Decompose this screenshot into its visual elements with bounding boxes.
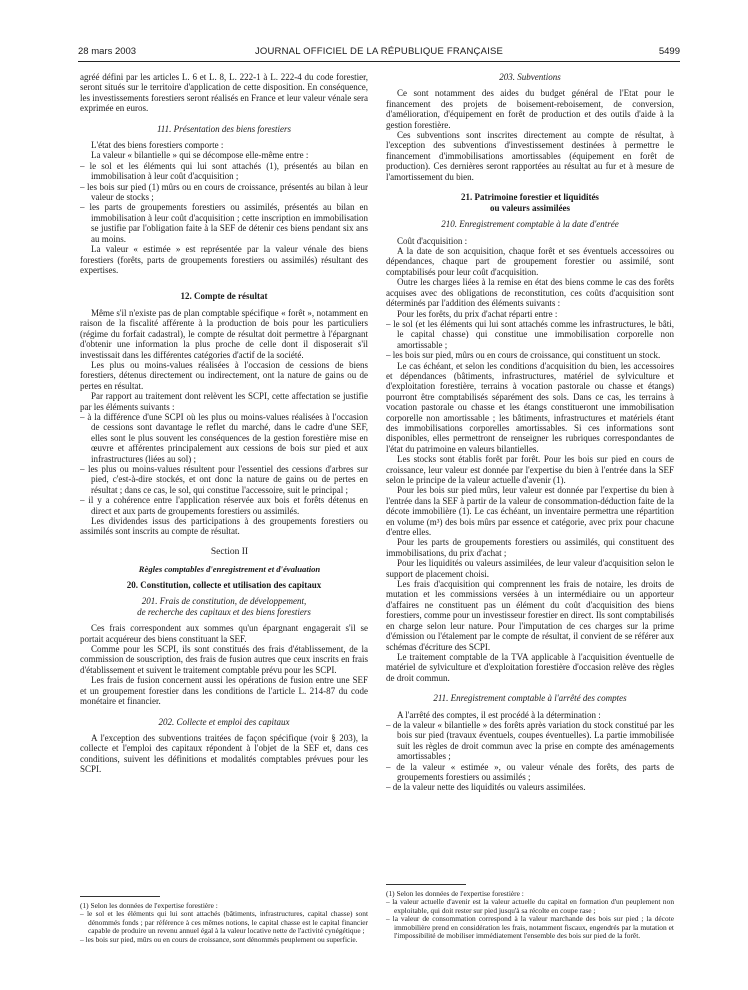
section-subtitle: Règles comptables d'enregistrement et d'évaluation: [138, 563, 321, 574]
paragraph: Pour les liquidités ou valeurs assimilées, de leur valeur d'acquisition selon le support de placement choisi.: [386, 558, 674, 579]
subsection-heading-210: 210. Enregistrement comptable à la date d'entrée: [441, 219, 619, 230]
subsection-heading-201-cont: de recherche des capitaux et des biens forestiers: [137, 606, 311, 617]
section-heading-21-cont: ou valeurs assimilées: [490, 202, 570, 213]
header-rule: [78, 61, 680, 62]
paragraph: Ce sont notamment des aides du budget général de l'Etat pour le financement des projets de boisement-reboisement, de conversion, d'amélioration, d'équipement en forêt de production et des outils d'aide à la gestion forestière.: [386, 88, 674, 130]
footnote-text: (1) Selon les données de l'expertise forestière :: [386, 889, 524, 898]
paragraph: Ces subventions sont inscrites directement au compte de résultat, à l'exception des subventions d'investissement destinées à permettre le financement d'immobilisations amortissables (équipement en forêt de production). Ces dernières seront rapportées au résultat au fur et à mesure de l'amortissement du bien.: [386, 130, 674, 182]
paragraph: La valeur « estimée » est représentée par la valeur vénale des biens forestiers (forêts, parts de groupements forestiers ou assimilés) résultant des expertises.: [80, 244, 368, 275]
left-column: [80, 72, 368, 952]
paragraph: Pour les parts de groupements forestiers ou assimilés, qui constituent des immobilisations, du prix d'achat ;: [386, 537, 674, 558]
paragraph: Pour les forêts, du prix d'achat réparti entre :: [397, 308, 558, 319]
section-heading-20: 20. Constitution, collecte et utilisation des capitaux: [126, 579, 322, 590]
subsection-heading-203: 203. Subventions: [499, 72, 561, 82]
list-item: – les plus ou moins-values résultent pour l'essentiel des cessions d'arbres sur pied, c'est-à-dire stockés, et ont donc la nature de gains ou de pertes en résultat ; dans ce cas, le sol, qui constitue l'accessoire, suit le principal ;: [80, 464, 368, 495]
paragraph: Les plus ou moins-values réalisées à l'occasion de cessions de biens forestiers, détenus directement ou indirectement, ont la nature de gains ou de pertes en résultat.: [80, 359, 368, 391]
list-item: – le sol (et les éléments qui lui sont attachés comme les infrastructures, le bâti, le capital chasse) qui constitue une immobilisation corporelle non amortissable ;: [386, 319, 674, 350]
footnote-rule: [80, 896, 160, 897]
paragraph: Ces frais correspondent aux sommes qu'un épargnant engagerait s'il se portait acquéreur des biens constituant la SEF.: [80, 623, 368, 644]
paragraph: Pour les bois sur pied mûrs, leur valeur est donnée par l'expertise du bien à l'entrée dans la SEF à partir de la valeur de consommation-déduction faite de la décote immobilière (1). Le cas échéant, un inventaire permettra une répartition en volume (m³) des bois mûrs par essence et catégorie, avec prix pour chacune d'entre elles.: [386, 485, 674, 538]
paragraph: Les dividendes issus des participations à des groupements forestiers ou assimilés sont inscrits au compte de résultat.: [80, 516, 368, 537]
section-title: Section II: [210, 546, 249, 557]
list-item: – les bois sur pied (1) mûrs ou en cours de croissance, présentés au bilan à leur valeur de stocks ;: [80, 182, 368, 203]
paragraph: Comme pour les SCPI, ils sont constitués des frais d'établissement, de la commission de souscription, des frais de fusion autres que ceux inscrits en frais d'établissement et suivent le traitement comptable prévu pour les SCPI.: [80, 644, 368, 675]
list-item: – il y a cohérence entre l'application réservée aux bois et forêts détenus en direct et aux parts de groupements forestiers ou assimilés.: [80, 495, 368, 516]
list-item: – de la valeur « bilantielle » des forêts après variation du stock constitué par les bois sur pied (travaux éventuels, coupes éventuelles). La partie immobilisée suit les règles de droit commun avec la prise en compte des aménagements amortissables ;: [386, 720, 674, 762]
paragraph: A l'arrêté des comptes, il est procédé à la détermination :: [397, 709, 601, 720]
left-footnote: [80, 902, 368, 944]
footnote-item: – la valeur de consommation correspond à la valeur marchande des bois sur pied ; la décote immobilière prend en considération les frais, notamment fiscaux, engendrés par la mutation et l'impossibilité de mobiliser immédiatement l'ensemble des bois sur pied de la forêt.: [386, 915, 674, 940]
paragraph: A l'exception des subventions traitées de façon spécifique (voir § 203), la collecte et l'emploi des capitaux répondent à l'objet de la SEF et, dans ces conditions, suivent les définitions et modalités comptables prévues pour les SCPI.: [80, 732, 368, 775]
subsection-heading-211: 211. Enregistrement comptable à l'arrêté des comptes: [433, 693, 627, 704]
header-date: 28 mars 2003: [78, 46, 137, 57]
section-heading-21: 21. Patrimoine forestier et liquidités: [461, 192, 599, 203]
header-journal-title: JOURNAL OFFICIEL DE LA RÉPUBLIQUE FRANÇAISE: [254, 46, 504, 57]
footnote-text: (1) Selon les données de l'expertise forestière :: [80, 901, 218, 910]
list-item: – de la valeur nette des liquidités ou valeurs assimilées.: [386, 782, 674, 792]
paragraph: agréé défini par les articles L. 6 et L. 8, L. 222-1 à L. 222-4 du code forestier, seront situés sur le territoire d'application de cette disposition. En conséquence, les investissements forestiers seront réalisés en France et leur valeur vénale sera exprimée en euros.: [80, 72, 368, 114]
paragraph: Les frais de fusion concernent aussi les opérations de fusion entre une SEF et un groupement forestier dans les conditions de l'article L. 214-87 du code monétaire et financier.: [80, 675, 368, 707]
paragraph: Les stocks sont établis forêt par forêt. Pour les bois sur pied en cours de croissance, leur valeur est donnée par l'expertise du bien à l'entrée dans la SEF selon le principe de la valeur actuelle d'avenir (1).: [386, 454, 674, 485]
paragraph: Outre les charges liées à la remise en état des biens comme le cas des forêts acquises avec des obligations de reconstitution, ces coûts d'acquisition sont déterminés par l'addition des éléments suivants :: [386, 277, 674, 309]
paragraph: Coût d'acquisition :: [397, 235, 468, 246]
footnote-item: – les bois sur pied, mûrs ou en cours de croissance, sont dénommés peuplement ou superficie.: [80, 936, 368, 944]
running-header: [78, 46, 680, 60]
paragraph: L'état des biens forestiers comporte :: [91, 140, 224, 151]
paragraph: Même s'il n'existe pas de plan comptable spécifique « forêt », notamment en raison de la fiscalité afférente à la production de bois pour les particuliers (régime du forfait cadastral), le compte de résultat doit permettre à l'épargnant d'obtenir une information la plus proche de celle dont il disposerait s'il investissait dans les différentes catégories d'actif de la société.: [80, 307, 368, 360]
footnote-item: – la valeur actuelle d'avenir est la valeur actuelle du capital en formation d'un peuplement non exploitable, qui doit rester sur pied jusqu'à sa récolte en coupe rase ;: [386, 898, 674, 915]
footnote-rule: [386, 884, 466, 885]
subsection-heading-201: 201. Frais de constitution, de développement,: [141, 596, 307, 607]
right-column: [386, 72, 674, 952]
list-item: – à la différence d'une SCPI où les plus ou moins-values réalisées à l'occasion de cessions sont davantage le reflet du marché, dans le cadre d'une SEF, elles sont le plus souvent les conséquences de la gestion forestière mise en œuvre et afférentes principalement aux cessions de bois sur pied et aux infrastructures (liées au sol) ;: [80, 412, 368, 464]
subsection-heading-111: 111. Présentation des biens forestiers: [156, 123, 292, 134]
list-item: – les bois sur pied, mûrs ou en cours de croissance, qui constituent un stock.: [386, 350, 674, 360]
list-item: – de la valeur « estimée », ou valeur vénale des forêts, des parts de groupements forestiers ou assimilés ;: [386, 762, 674, 783]
footnote-item: – le sol et les éléments qui lui sont attachés (bâtiments, infrastructures, capital chasse) sont dénommés fonds ; par référence à ces mêmes notions, le capital chasse est le capital financier capable de produire un revenu annuel égal à la valeur locative nette de l'activité cynégétique ;: [80, 910, 368, 935]
header-page-number: 5499: [658, 46, 680, 57]
list-item: – le sol et les éléments qui lui sont attachés (1), présentés au bilan en immobilisation à leur coût d'acquisition ;: [80, 161, 368, 182]
list-item: – les parts de groupements forestiers ou assimilés, présentés au bilan en immobilisation à leur coût d'acquisition ; cette inscription en immobilisation se justifie par l'obligation faite à la SEF de détenir ces biens pendant six ans au moins.: [80, 202, 368, 244]
paragraph: A la date de son acquisition, chaque forêt et ses éventuels accessoires ou dépendances, chaque part de groupement forestier ou assimilé, sont comptabilisés pour leur coût d'acquisition.: [386, 246, 674, 277]
subsection-heading-202: 202. Collecte et emploi des capitaux: [158, 716, 290, 727]
section-heading-12: 12. Compte de résultat: [180, 291, 268, 302]
paragraph: Par rapport au traitement dont relèvent les SCPI, cette affectation se justifie par les éléments suivants :: [80, 391, 368, 412]
paragraph: Le cas échéant, et selon les conditions d'acquisition du bien, les accessoires et dépendances (bâtiments, infrastructures, matériel de sylviculture et d'exploitation forestière, terrains à vocation pastorale ou chasse et étangs) pourront être comptabilisés séparément des sols. Dans ce cas, les terrains à vocation pastorale ou chasse et les étangs constitueront une immobilisation corporelle non amortissable ; les bâtiments, infrastructures et matériels étant des immobilisations corporelles amortissables. Si ces informations sont disponibles, elles permettront de renseigner les rubriques correspondantes de l'état du patrimoine en valeurs bilantielles.: [386, 360, 674, 454]
paragraph: La valeur « bilantielle » qui se décompose elle-même entre :: [91, 150, 309, 161]
paragraph: Le traitement comptable de la TVA applicable à l'acquisition éventuelle de matériel de sylviculture et d'exploitation forestière d'occasion relève des règles de droit commun.: [386, 651, 674, 683]
right-footnote: [386, 890, 674, 940]
paragraph: Les frais d'acquisition qui comprennent les frais de notaire, les droits de mutation et les commissions versées à un intermédiaire ou un apporteur d'affaires ne constituent pas un élément du coût d'acquisition des biens forestiers, comme pour un investisseur forestier en direct. Ils sont comptabilisés en charge selon leur nature. Pour l'imputation de ces charges sur la prime d'émission ou l'étalement par le compte de résultat, il convient de se référer aux schémas d'écriture des SCPI.: [386, 579, 674, 652]
